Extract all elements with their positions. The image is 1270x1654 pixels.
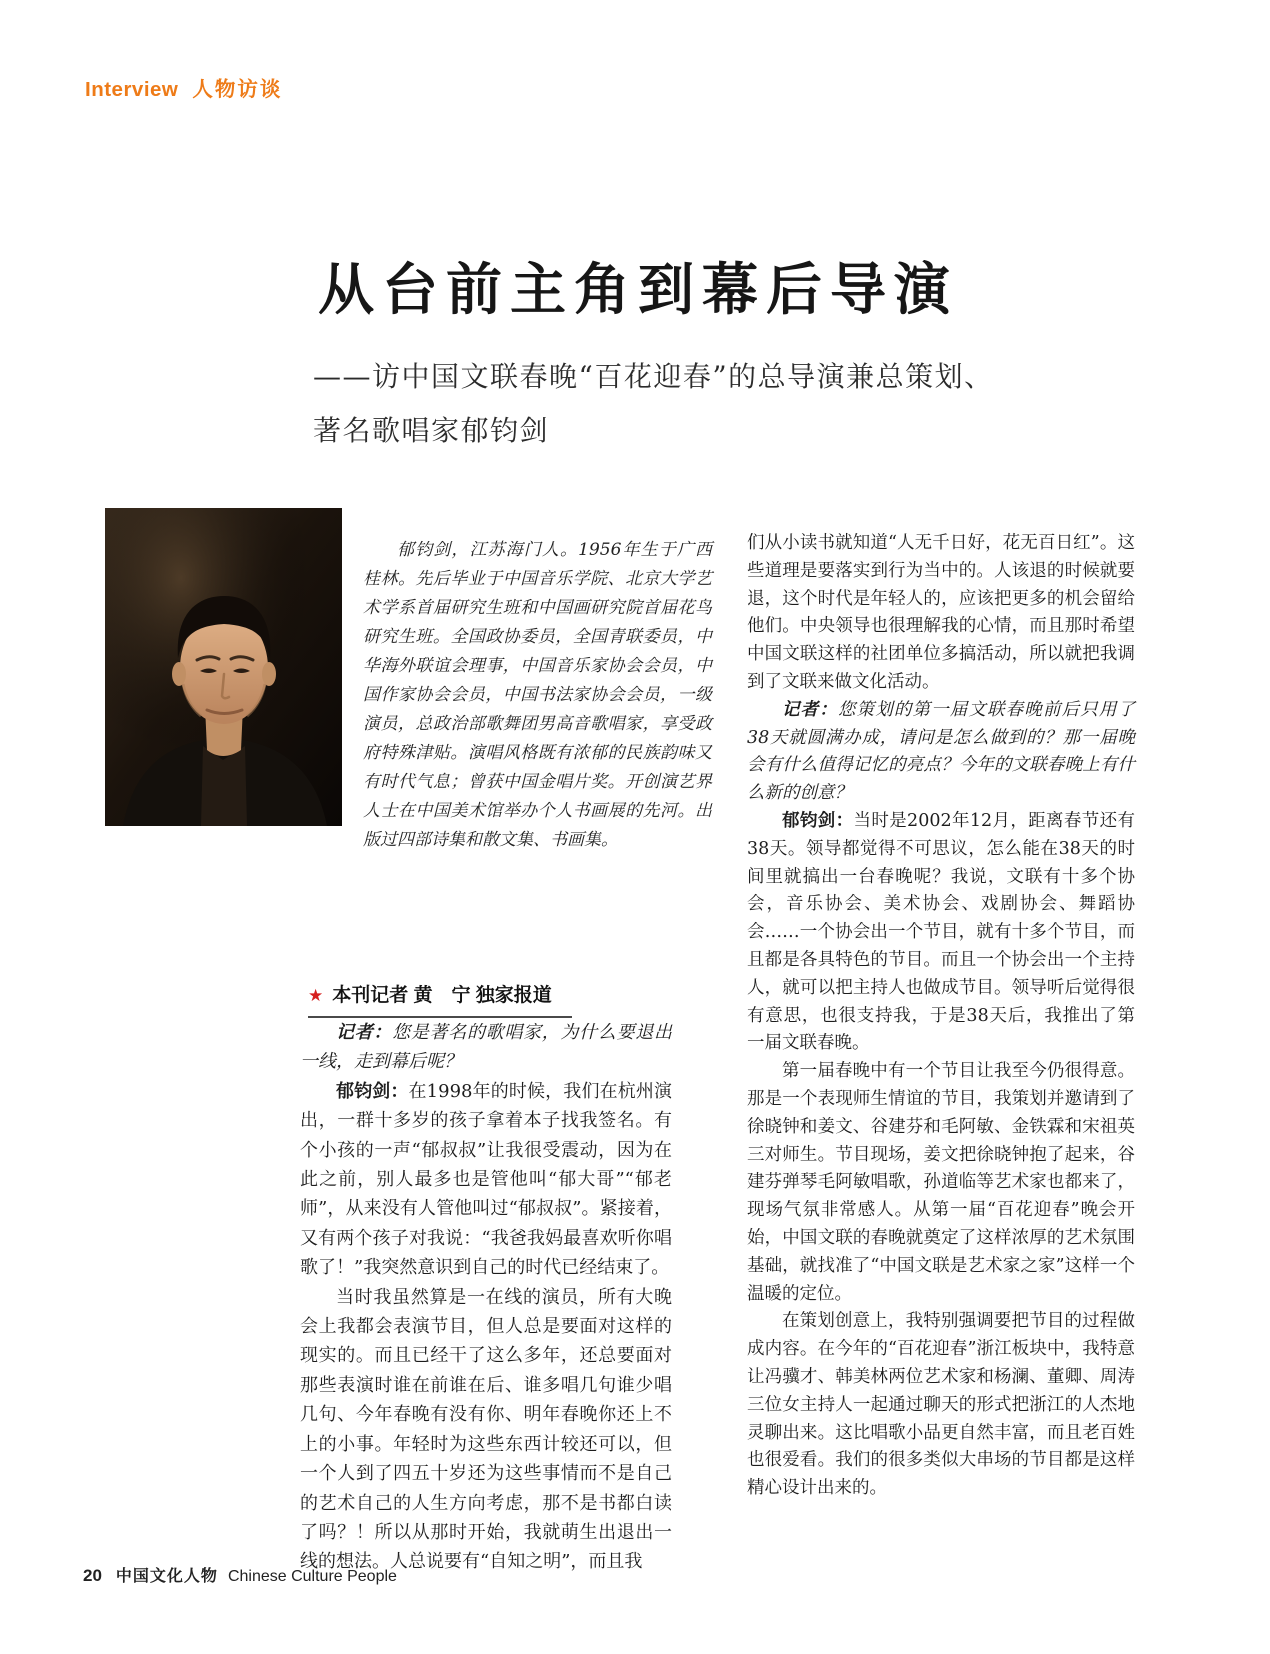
paragraph-text: 第一届春晚中有一个节目让我至今仍很得意。那是一个表现师生情谊的节目，我策划并邀请到了徐晓钟和姜文、谷建芬和毛阿敏、金铁霖和宋祖英三对师生。节目现场，姜文把徐晓钟抱了起来，谷建芬弹琴毛阿敏唱歌，孙道临等艺术家也都来了，现场气氛非常感人。从第一届“百花迎春”晚会开始，中国文联的春晚就奠定了这样浓厚的艺术氛围基础，就找准了“中国文联是艺术家之家”这样一个温暖的定位。 [747, 1061, 1135, 1304]
article-subtitle-line2: 著名歌唱家郁钧剑 [313, 414, 550, 447]
page-number: 20 [83, 1566, 102, 1585]
interview-answer [300, 1283, 672, 1577]
magazine-name-zh: 中国文化人物 [115, 1568, 218, 1585]
bio-block [363, 536, 712, 855]
paragraph-text: 们从小读书就知道“人无千日好，花无百日红”。这些道理是要落实到行为当中的。人该退的时候就要退，这个时代是年轻人的，应该把更多的机会留给他们。中央领导也很理解我的心情，而且那时希望中国文联这样的社团单位多搞活动，所以就把我调到了文联来做文化活动。 [747, 533, 1135, 692]
section-label-en: Interview [85, 78, 179, 101]
interview-answer [747, 1058, 1135, 1308]
article-subtitle-line1: ——访中国文联春晚“百花迎春”的总导演兼总策划、 [313, 360, 994, 393]
interview-answer-continued [747, 530, 1135, 697]
reporter-byline [308, 980, 572, 1018]
portrait-photo [105, 508, 342, 826]
paragraph-text: 当时我虽然算是一在线的演员，所有大晚会上我都会表演节目，但人总是要面对这样的现实的。而且已经干了这么多年，还总要面对那些表演时谁在前谁在后、谁多唱几句谁少唱几句、今年春晚有没有你、明年春晚你还上不上的小事。年轻时为这些东西计较还可以，但一个人到了四五十岁还为这些事情而不是自己的艺术自己的人生方向考虑，那不是书都白读了吗？！所以从那时开始，我就萌生出退出一线的想法。人总说要有“自知之明”，而且我 [300, 1286, 672, 1573]
article-subtitle [313, 350, 1043, 458]
magazine-name-en: Chinese Culture People [227, 1568, 397, 1585]
star-icon: ★ [308, 986, 324, 1005]
interview-answer [747, 1308, 1135, 1503]
paragraph-text: 您策划的第一届文联春晚前后只用了38天就圆满办成，请问是怎么做到的？那一届晚会有什么值得记忆的亮点？今年的文联春晚上有什么新的创意？ [747, 699, 1136, 804]
paragraph-text: 您是著名的歌唱家，为什么要退出一线，走到幕后呢？ [300, 1022, 673, 1073]
page-footer [83, 1563, 1187, 1586]
paragraph-text: 在策划创意上，我特别强调要把节目的过程做成内容。在今年的“百花迎春”浙江板块中，我特意让冯骥才、韩美林两位艺术家和杨澜、董卿、周涛三位女主持人一起通过聊天的形式把浙江的人杰地灵聊出来。这比唱歌小品更自然丰富，而且老百姓也很爱看。我们的很多类似大串场的节目都是这样精心设计出来的。 [747, 1311, 1135, 1499]
paragraph-text: 当时是2002年12月，距离春节还有38天。领导都觉得不可思议，怎么能在38天的时间里就搞出一台春晚呢？我说，文联有十多个协会，音乐协会、美术协会、戏剧协会、舞蹈协会……一个协会出一个节目，就有十多个节目，而且都是各具特色的节目。而且一个协会出一个主持人，就可以把主持人也做成节目。领导听后觉得很有意思，也很支持我，于是38天后，我推出了第一届文联春晚。 [747, 810, 1136, 1054]
speaker-label: 记者： [782, 699, 838, 720]
section-label-zh: 人物访谈 [192, 78, 283, 101]
article-title: 从台前主角到幕后导演 [318, 257, 958, 323]
interview-question [747, 697, 1135, 808]
article-column-left [300, 1018, 672, 1577]
speaker-label: 郁钧剑： [336, 1080, 409, 1102]
speaker-label: 郁钧剑： [782, 810, 854, 831]
byline-text: 本刊记者 黄 宁 独家报道 [332, 985, 552, 1006]
article-column-right [747, 530, 1135, 1503]
interview-answer [300, 1077, 672, 1283]
paragraph-text: 在1998年的时候，我们在杭州演出，一群十多岁的孩子拿着本子找我签名。有个小孩的一声“郁叔叔”让我很受震动，因为在此之前，别人最多也是管他叫“郁大哥”“郁老师”，从来没有人管他叫过“郁叔叔”。紧接着，又有两个孩子对我说：“我爸我妈最喜欢听你唱歌了！”我突然意识到自己的时代已经结束了。 [300, 1080, 672, 1279]
speaker-label: 记者： [336, 1022, 393, 1043]
interview-question [300, 1018, 672, 1077]
interview-answer [747, 808, 1135, 1058]
bio-text: 郁钧剑，江苏海门人。1956年生于广西桂林。先后毕业于中国音乐学院、北京大学艺术学系首届研究生班和中国画研究院首届花鸟研究生班。全国政协委员，全国青联委员，中华海外联谊会理事，中国音乐家协会会员，中国作家协会会员，中国书法家协会会员，一级演员，总政治部歌舞团男高音歌唱家，享受政府特殊津贴。演唱风格既有浓郁的民族韵味又有时代气息；曾获中国金唱片奖。开创演艺界人士在中国美术馆举办个人书画展的先河。出版过四部诗集和散文集、书画集。 [363, 540, 712, 850]
section-header [85, 72, 282, 102]
